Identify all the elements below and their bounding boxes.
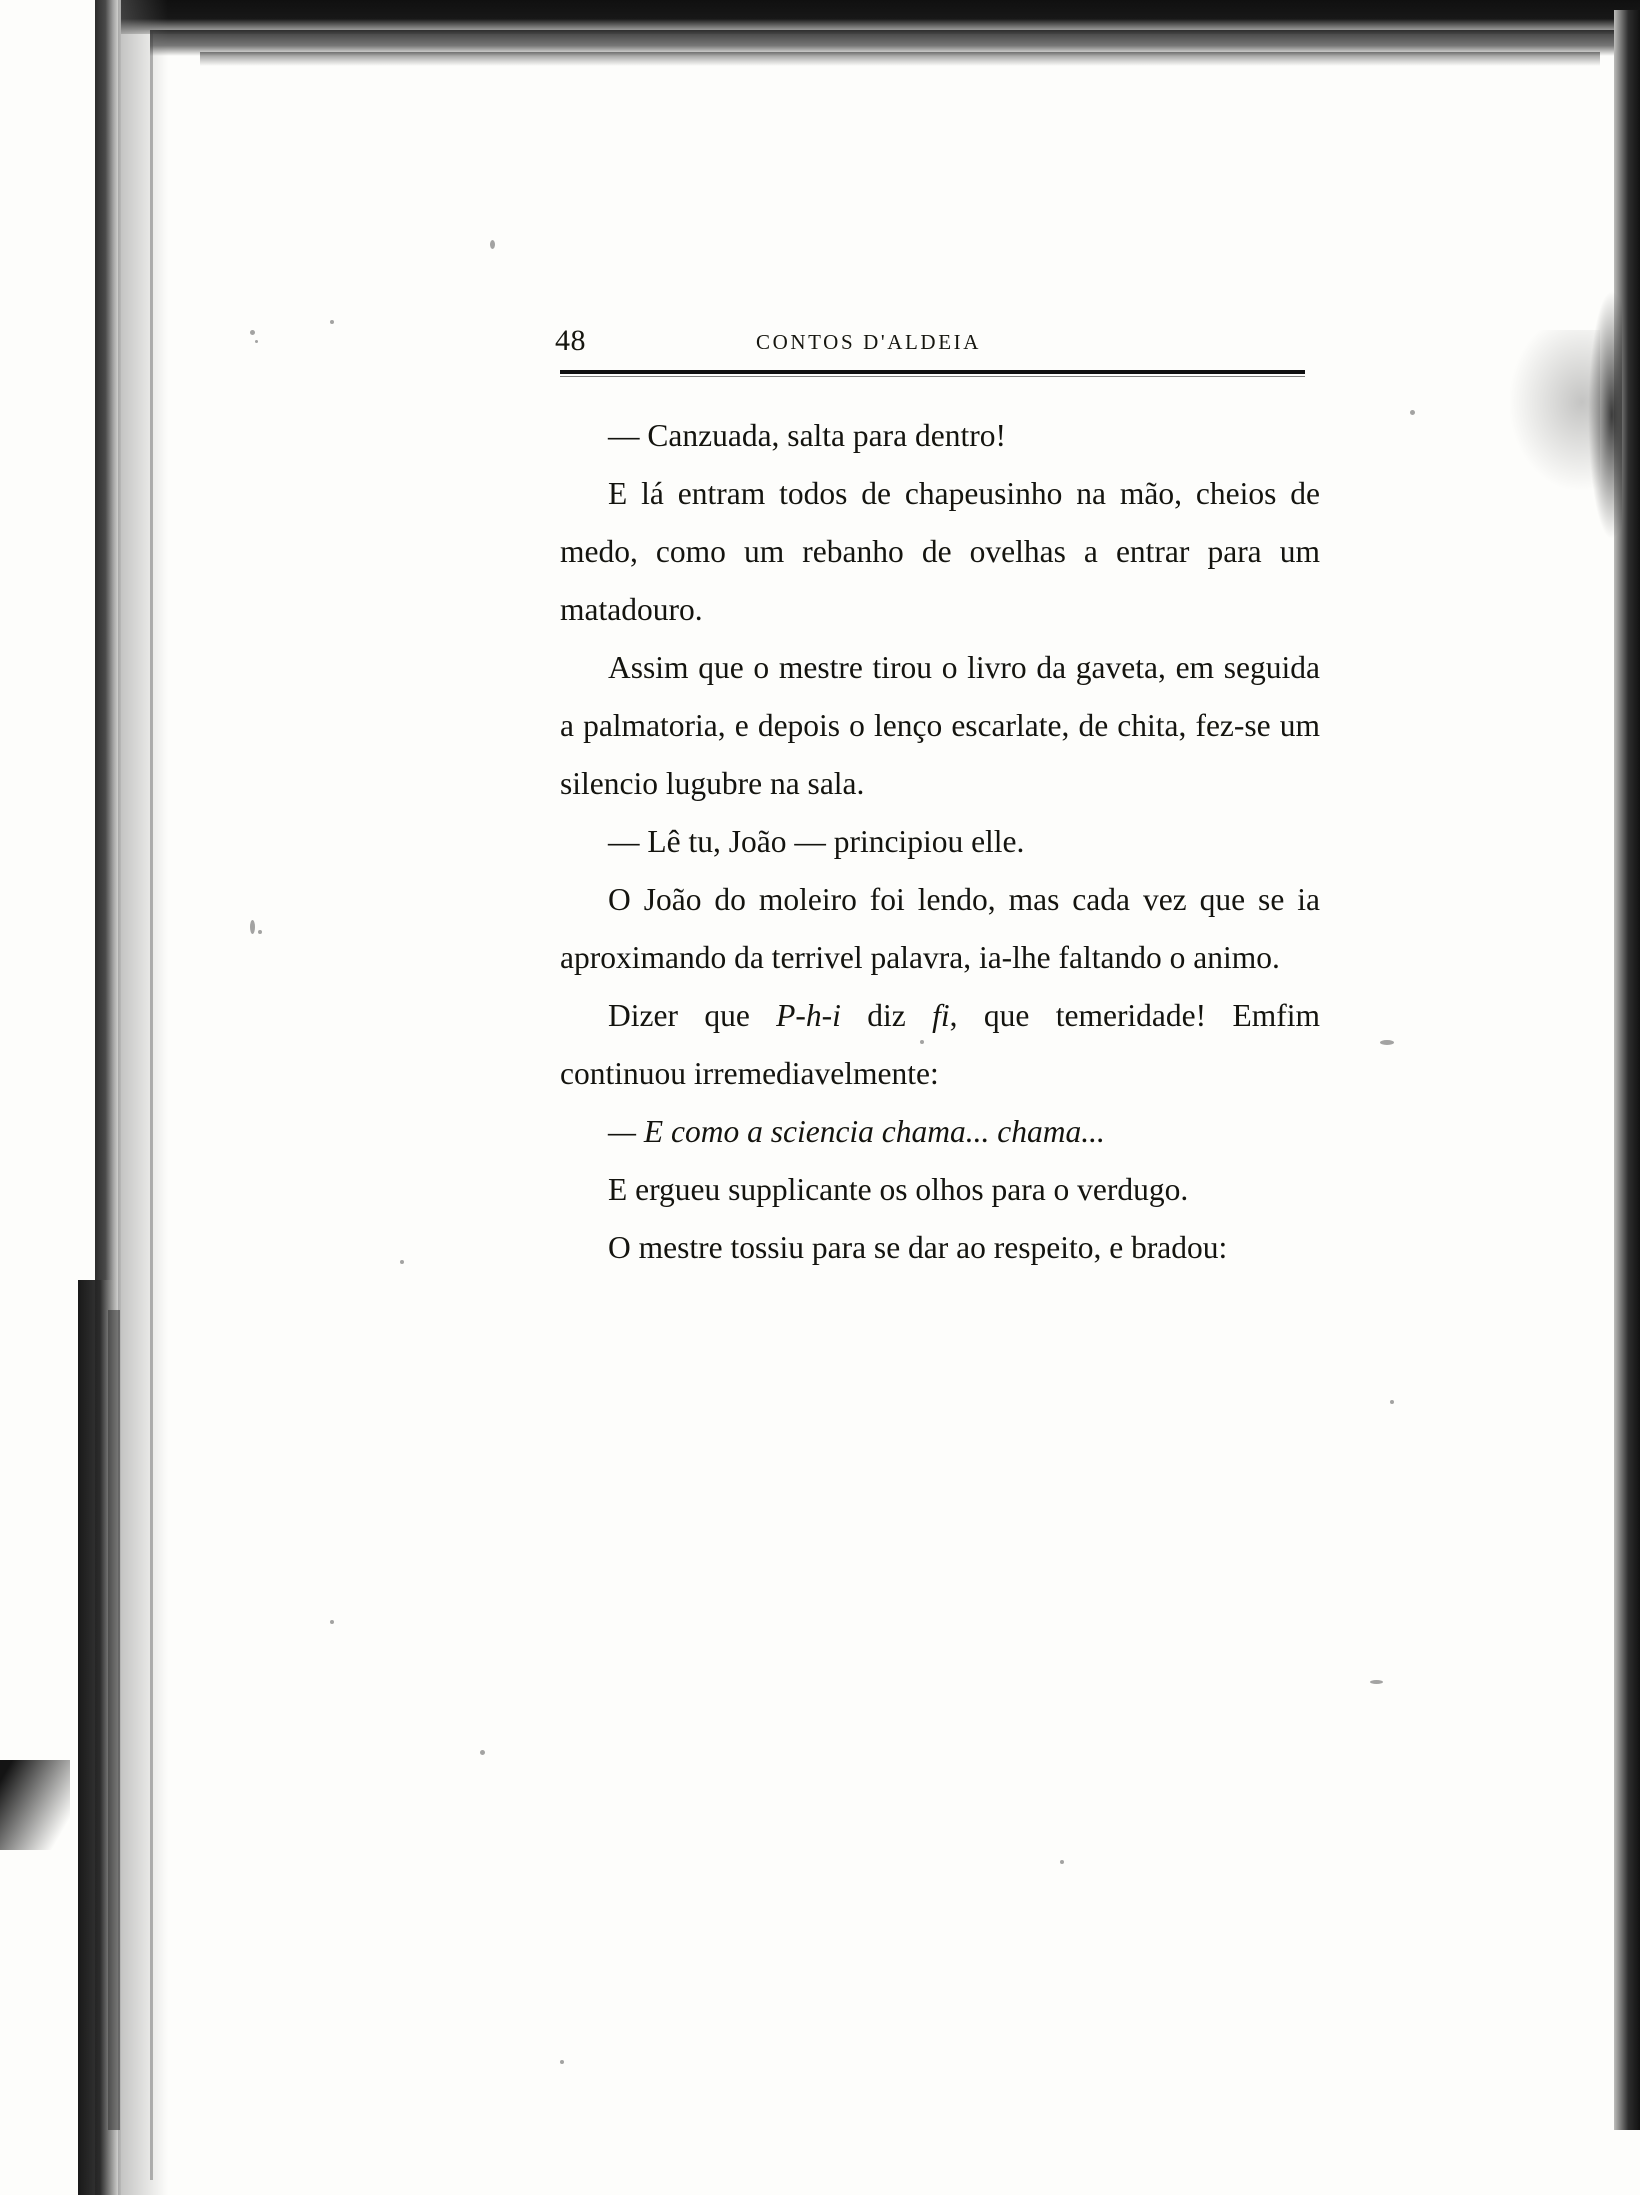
scan-speckle [1060,1860,1064,1864]
scan-speckle [560,2060,564,2064]
italic-run-fi: fi [932,998,950,1033]
text-run: diz [840,998,933,1033]
scan-speckle [490,240,495,249]
scan-speckle [1390,1400,1394,1404]
scan-speckle [330,1620,334,1624]
scan-speckle [1410,410,1415,415]
scan-speckle [255,340,258,343]
paragraph: E ergueu supplicante os olhos para o verdugo. [608,1172,1189,1207]
scan-artifact-top-edge [120,0,1640,34]
page-content [555,300,1350,1277]
scan-artifact-binding-shadow [118,0,168,2195]
header-rule-thin [560,376,1305,377]
scan-artifact-top-edge-faint [200,52,1600,66]
paragraph: E lá entram todos de chapeusinho na mão, cheios de medo, como um rebanho de ovelhas a entrar para um matadouro. [560,476,1320,627]
scan-speckle [250,920,255,934]
scan-artifact-corner-blot [0,1760,70,1850]
paragraph: — Canzuada, salta para dentro! [608,418,1006,453]
scan-speckle [480,1750,485,1755]
scan-speckle [400,1260,404,1264]
scan-speckle [1380,1040,1394,1045]
italic-run-phi: P-h-i [776,998,841,1033]
scan-artifact-hairline [150,30,153,2180]
paragraph: — Lê tu, João — principiou elle. [608,824,1025,859]
page-number: 48 [555,324,586,357]
running-head: CONTOS D'ALDEIA [756,330,981,354]
scan-speckle [330,320,334,324]
paragraph-italic-quote: — E como a sciencia chama... chama... [608,1114,1105,1149]
paragraph-mixed-italic [560,987,1320,1103]
paragraph: O mestre tossiu para se dar ao respeito, e bradou: [608,1230,1228,1265]
paragraph: Assim que o mestre tirou o livro da gaveta, em seguida a palmatoria, e depois o lenço escarlate, de chita, fez-se um silencio lugubre na sala. [560,650,1320,801]
text-run: , que temeridade! Emfim continuou irremediavelmente: [560,998,1320,1091]
page-header [555,300,1350,358]
scan-speckle [1370,1680,1383,1684]
text-run: Dizer que [608,998,777,1033]
paragraph: O João do moleiro foi lendo, mas cada vez que se ia aproximando da terrivel palavra, ia-lhe faltando o animo. [560,882,1320,975]
scan-artifact-right-smudge [1510,330,1600,490]
header-rule [560,370,1305,374]
body-text [560,407,1320,1277]
scan-speckle [250,330,255,335]
scan-artifact-left-streak [108,1310,120,2130]
scan-speckle [258,930,262,934]
